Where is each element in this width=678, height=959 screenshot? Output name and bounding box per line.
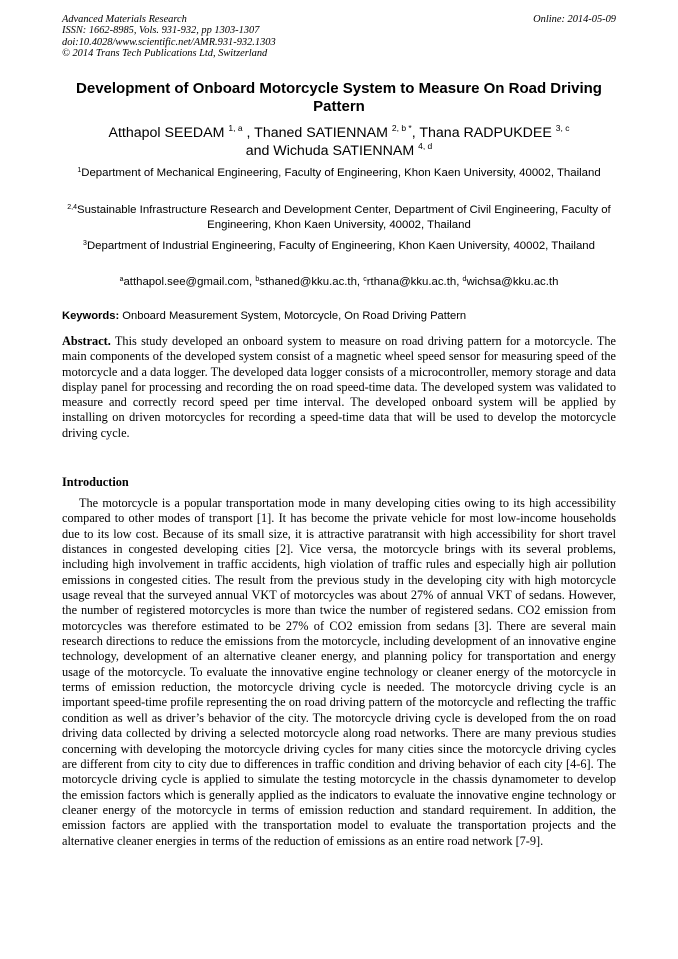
- author-affil-marker: 4, d: [418, 141, 433, 151]
- email-list: [62, 275, 616, 289]
- keywords-text: Onboard Measurement System, Motorcycle, On Road Driving Pattern: [119, 310, 467, 322]
- email-address: rthana@kku.ac.th,: [366, 276, 463, 288]
- email-marker: d: [462, 276, 467, 283]
- email-address: atthapol.see@gmail.com,: [123, 276, 256, 288]
- email-marker: c: [363, 276, 367, 283]
- affiliation-text: Department of Mechanical Engineering, Faculty of Engineering, Khon Kaen University, 40002, Thailand: [81, 167, 601, 179]
- affiliation: [62, 239, 616, 254]
- intro-paragraph: The motorcycle is a popular transportation mode in many developing cities owing to its high accessibility compared to other modes of transport [1]. It has become the private vehicle for most low-income households due to its low cost. Because of its small size, it is attractive paratransit with high accessibility for short travel distances in congested developing cities [2]. Vice versa, the motorcycle brings with its several problems, including high involvement in traffic accidents, high violation of traffic rules and especially high air pollution emissions in congested cities. The result from the previous study in the developing city with high motorcycle usage reveal that the surveyed annual VKT of motorcycles was about 27% of annual VKT of sedans. However, the number of registered motorcycles is more than twice the number of registered sedans. CO2 emission from motorcycles was therefore estimated to be 27% of CO2 emission from sedans [3]. There are several main research directions to reduce the emissions from the motorcycle, including development of an innovative engine technology, development of an alternative cleaner energy, and planning policy for transportation and energy usage of the motorcycle. To evaluate the innovative engine technology or cleaner energy of the motorcycle in terms of emission reduction, the motorcycle driving cycle is needed. The motorcycle driving cycle is an important speed-time profile representing the on road driving pattern of the motorcycle and reflecting the traffic condition as well as driver’s behavior of the city. The motorcycle driving cycle is developed from the on road driving data collected by driving a selected motorcycle along road networks. There are many previous studies concerning with developing the motorcycle driving cycles for many cities since the motorcycle driving cycles are different from city to city due to differences in traffic condition and driving behavior of each city [4-6]. The motorcycle driving cycle is applied to simulate the testing motorcycle in the chassis dynamometer to develop the emission factors which is generally applied as the indicators to evaluate the innovative engine technology or cleaner energy of the motorcycle in terms of emission reduction and standard requirement. In addition, the emission factors are applied with the transportation model to evaluate the transportation projects and the alternative cleaner energies in terms of the reduction of emissions as an entire road network [7-9].: [62, 496, 616, 848]
- author-affil-marker: 1, a: [228, 123, 243, 133]
- email-address: sthaned@kku.ac.th,: [259, 276, 364, 288]
- author-list: [62, 124, 616, 160]
- online-date: Online: 2014-05-09: [533, 14, 616, 25]
- abstract: [62, 334, 616, 441]
- section-heading: Introduction: [62, 475, 129, 489]
- author-name: , Thaned SATIENNAM: [242, 125, 392, 141]
- affiliation-marker: 2,4: [67, 204, 77, 211]
- affiliation: [62, 166, 616, 181]
- email-address: wichsa@kku.ac.th: [466, 276, 559, 288]
- abstract-label: Abstract.: [62, 334, 111, 348]
- author-affil-marker: 3, c: [555, 123, 570, 133]
- abstract-text: This study developed an onboard system to measure on road driving pattern for a motorcycle. The main components of the developed system consist of a magnetic wheel speed sensor for measuring speed of the motorcycle and a data logger. The developed data logger consists of a microcontroller, memory storage and data display panel for processing and recording the on road speed-time data. The developed system was validated to measure and correctly record speed per time interval. The developed onboard system will be applied by installing on driven motorcycles for recording a speed-time data that will be used to develop the motorcycle driving cycle.: [62, 334, 616, 440]
- doi-line: doi:10.4028/www.scientific.net/AMR.931-932.1303: [62, 36, 276, 48]
- keywords-label: Keywords:: [62, 310, 120, 322]
- journal-name: Advanced Materials Research: [62, 14, 187, 25]
- affiliation-text: Sustainable Infrastructure Research and Development Center, Department of Civil Engineering, Faculty of Engineering, Khon Kaen University, 40002, Thailand: [76, 204, 611, 231]
- keywords: [62, 309, 616, 323]
- affiliation-marker: 3: [83, 240, 87, 247]
- author-affil-marker: 2, b *: [391, 123, 412, 133]
- author-name: , Thana RADPUKDEE: [411, 125, 556, 141]
- affiliation-marker: 1: [77, 167, 82, 174]
- issn-line: ISSN: 1662-8985, Vols. 931-932, pp 1303-1307: [62, 25, 260, 37]
- journal-header: [62, 14, 276, 60]
- copyright-line: © 2014 Trans Tech Publications Ltd, Switzerland: [62, 48, 268, 60]
- email-marker: b: [255, 276, 260, 283]
- affiliation: [62, 203, 616, 232]
- paper-title: Development of Onboard Motorcycle System to Measure On Road Driving Pattern: [76, 80, 602, 115]
- affiliation-text: Department of Industrial Engineering, Faculty of Engineering, Khon Kaen University, 40002, Thailand: [86, 240, 595, 252]
- email-marker: a: [119, 276, 124, 283]
- author-name: Atthapol SEEDAM: [108, 125, 229, 141]
- author-name: and Wichuda SATIENNAM: [245, 143, 419, 159]
